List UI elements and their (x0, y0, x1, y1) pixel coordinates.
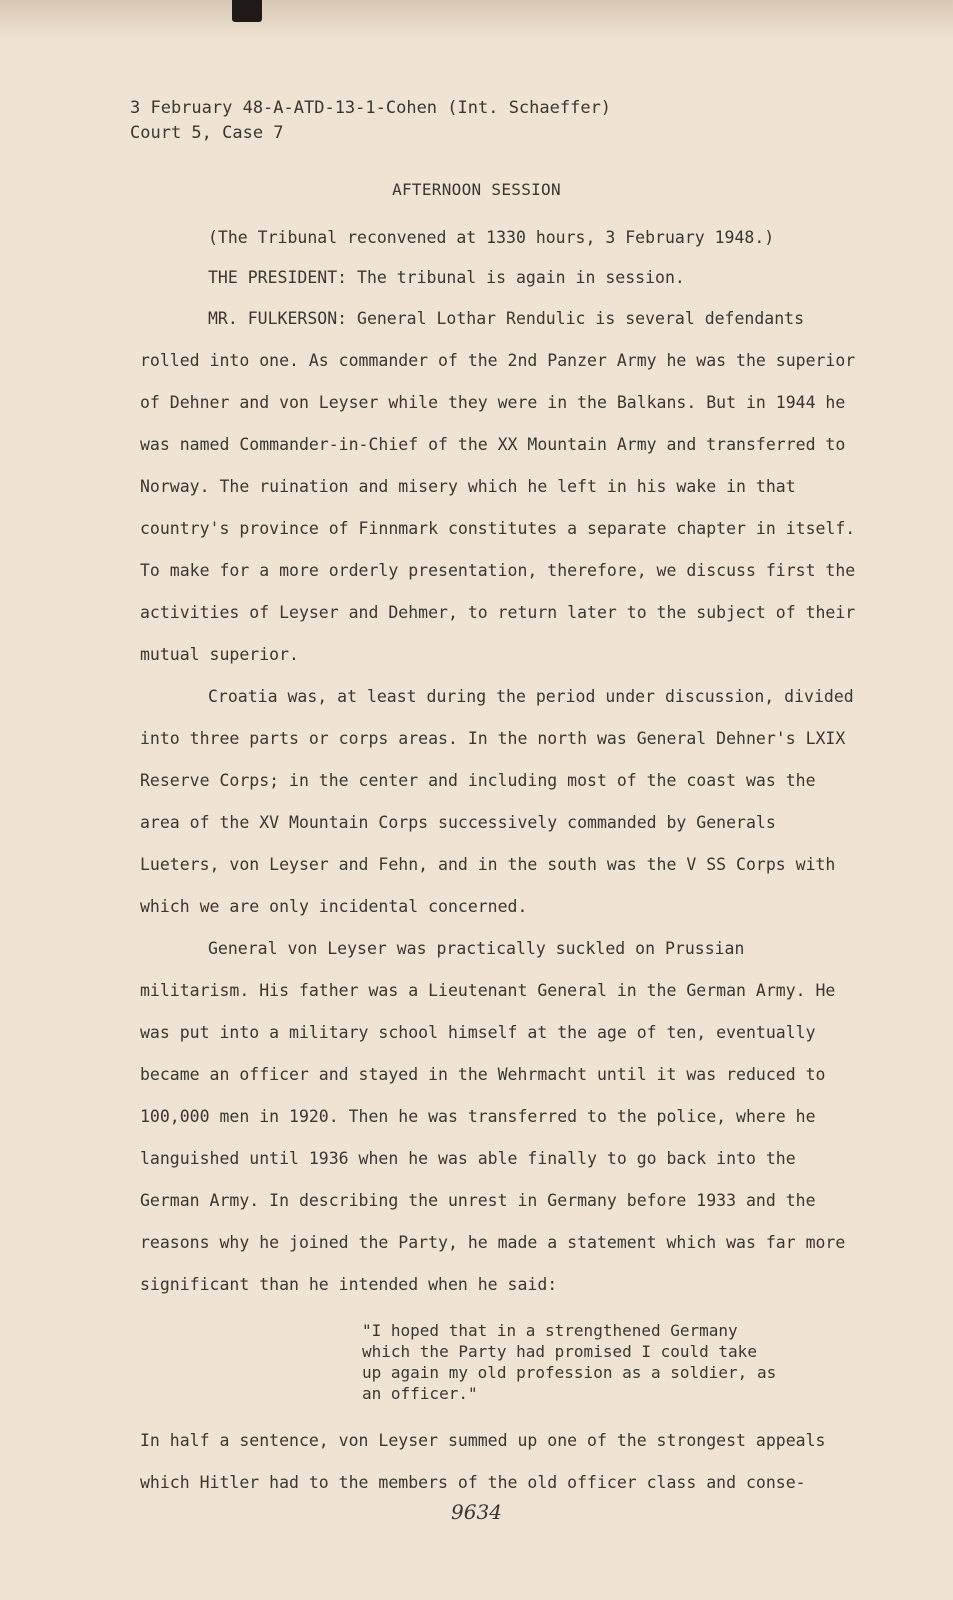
binder-clip (232, 0, 262, 22)
paragraph-croatia: Croatia was, at least during the period under discussion, divided into three parts or corps areas. In the north was General Dehner's LXIX Reserve Corps; in the center and including most of the coast was the area of the XV Mountain Corps successively commanded by Generals Lueters, von Leyser and Fehn, and in the south was the V SS Corps with which we are only incidental concerned. (140, 687, 854, 916)
session-title: AFTERNOON SESSION (392, 180, 561, 199)
page-top-edge (0, 0, 953, 42)
paragraph-von-leyser: General von Leyser was practically suckled on Prussian militarism. His father was a Lieutenant General in the German Army. He was put into a military school himself at the age of ten, eventually became an officer and stayed in the Wehrmacht until it was reduced to 100,000 men in 1920. Then he was transferred to the police, where he languished until 1936 when he was able finally to go back into the German Army. In describing the unrest in Germany before 1933 and the reasons why he joined the Party, he made a statement which was far more significant than he intended when he said: (140, 939, 846, 1294)
transcript-body (140, 218, 860, 1504)
document-header (130, 96, 611, 146)
paragraph-fulkerson: MR. FULKERSON: General Lothar Rendulic is several defendants rolled into one. As commander of the 2nd Panzer Army he was the superior of Dehner and von Leyser while they were in the Balkans. But in 1944 he was named Commander-in-Chief of the XX Mountain Army and transferred to Norway. The ruination and misery which he left in his wake in that country's province of Finnmark constitutes a separate chapter in itself. To make for a more orderly presentation, therefore, we discuss first the activities of Leyser and Dehmer, to return later to the subject of their mutual superior. (140, 309, 856, 664)
block-quote: "I hoped that in a strengthened Germany which the Party had promised I could take up again my old profession as a soldier, as an officer." (362, 1321, 777, 1403)
page-number: 9634 (451, 1500, 502, 1524)
header-line-2: Court 5, Case 7 (130, 123, 284, 143)
header-line-1: 3 February 48-A-ATD-13-1-Cohen (Int. Schaeffer) (130, 98, 612, 118)
paragraph-president: THE PRESIDENT: The tribunal is again in session. (208, 268, 685, 287)
paragraph-reconvened: (The Tribunal reconvened at 1330 hours, 3 February 1948.) (208, 228, 775, 247)
paragraph-closing: In half a sentence, von Leyser summed up one of the strongest appeals which Hitler had to the members of the old officer class and conse- (140, 1431, 826, 1492)
